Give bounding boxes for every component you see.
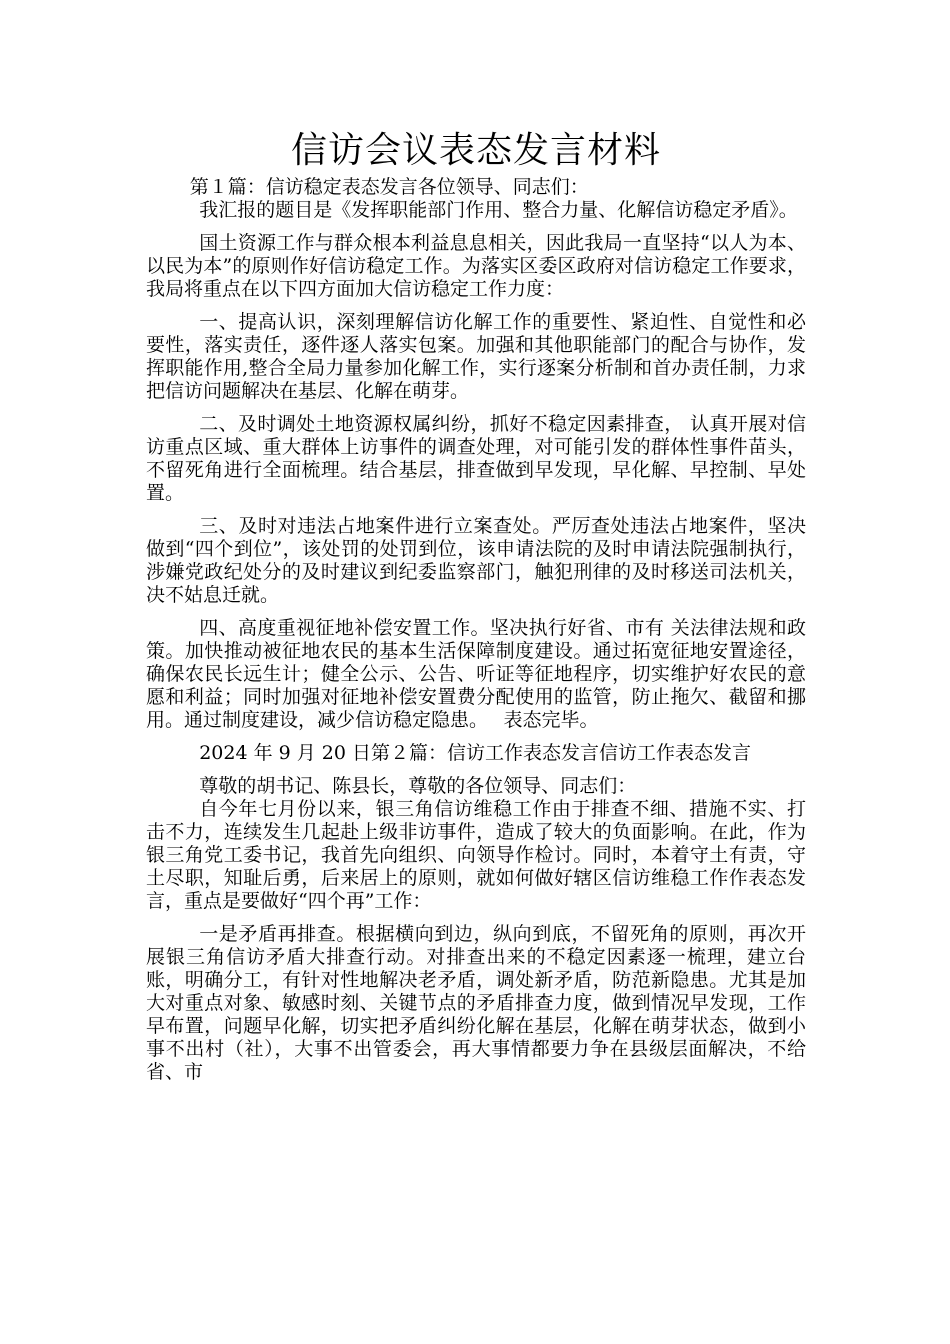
document-title: 信访会议表态发言材料 (290, 130, 661, 171)
document-paragraph: 二、及时调处土地资源权属纠纷，抓好不稳定因素排查， 认真开展对信访重点区域、重大群体上访事件的调查处理，对可能引发的群体性事件苗头，不留死角进行全面梳理。结合基层，排查做到早发现，早化解、早控制、早处置。 (146, 413, 806, 504)
document-paragraph: 自今年七月份以来，银三角信访维稳工作由于排查不细、措施不实、打击不力，连续发生几起赴上级非访事件，造成了较大的负面影响。在此，作为银三角党工委书记，我首先向组织、向领导作检讨。同时，本着守土有责，守土尽职，知耻后勇，后来居上的原则，就如何做好辖区信访维稳工作作表态发言，重点是要做好“四个再”工作： (146, 798, 806, 912)
document-paragraph: 一是矛盾再排查。根据横向到边，纵向到底，不留死角的原则，再次开展银三角信访矛盾大排查行动。对排查出来的不稳定因素逐一梳理，建立台账，明确分工，有针对性地解决老矛盾，调处新矛盾，防范新隐患。尤其是加大对重点对象、敏感时刻、关键节点的矛盾排查力度，做到情况早发现，工作早布置，问题早化解，切实把矛盾纠纷化解在基层，化解在萌芽状态，做到小事不出村（社），大事不出管委会，再大事情都要力争在县级层面解决，不给省、市 (146, 923, 806, 1083)
document-paragraph: 尊敬的胡书记、陈县长，尊敬的各位领导、同志们： (199, 775, 637, 797)
document-paragraph: 四、高度重视征地补偿安置工作。坚决执行好省、市有 关法律法规和政策。加快推动被征地农民的基本生活保障制度建设。通过拓宽征地安置途径，确保农民长远生计；健全公示、公告、听证等征地程序，切实维护好农民的意愿和利益；同时加强对征地补偿安置费分配使用的监管，防止拖欠、截留和挪用。通过制度建设，减少信访稳定隐患。 表态完毕。 (146, 617, 806, 731)
document-paragraph: 三、及时对违法占地案件进行立案查处。严厉查处违法占地案件，坚决做到“四个到位”，该处罚的处罚到位，该申请法院的及时申请法院强制执行，涉嫌党政纪处分的及时建议到纪委监察部门，触犯刑律的及时移送司法机关，决不姑息迁就。 (146, 515, 806, 606)
document-paragraph: 第１篇：信访稳定表态发言各位领导、同志们： (189, 176, 589, 198)
document-paragraph: 2024 年 9 月 20 日第２篇：信访工作表态发言信访工作表态发言 (199, 742, 752, 764)
document-paragraph: 国土资源工作与群众根本利益息息相关，因此我局一直坚持“以人为本、以民为本”的原则作好信访稳定工作。为落实区委区政府对信访稳定工作要求，我局将重点在以下四方面加大信访稳定工作力度： (146, 232, 806, 300)
document-page (146, 128, 806, 1084)
document-paragraph: 我汇报的题目是《发挥职能部门作用、整合力量、化解信访稳定矛盾》。 (199, 199, 798, 221)
document-paragraph: 一、提高认识，深刻理解信访化解工作的重要性、紧迫性、自觉性和必要性，落实责任，逐件逐人落实包案。加强和其他职能部门的配合与协作，发挥职能作用,整合全局力量参加化解工作，实行逐案分析制和首办责任制，力求把信访问题解决在基层、化解在萌芽。 (146, 311, 806, 402)
